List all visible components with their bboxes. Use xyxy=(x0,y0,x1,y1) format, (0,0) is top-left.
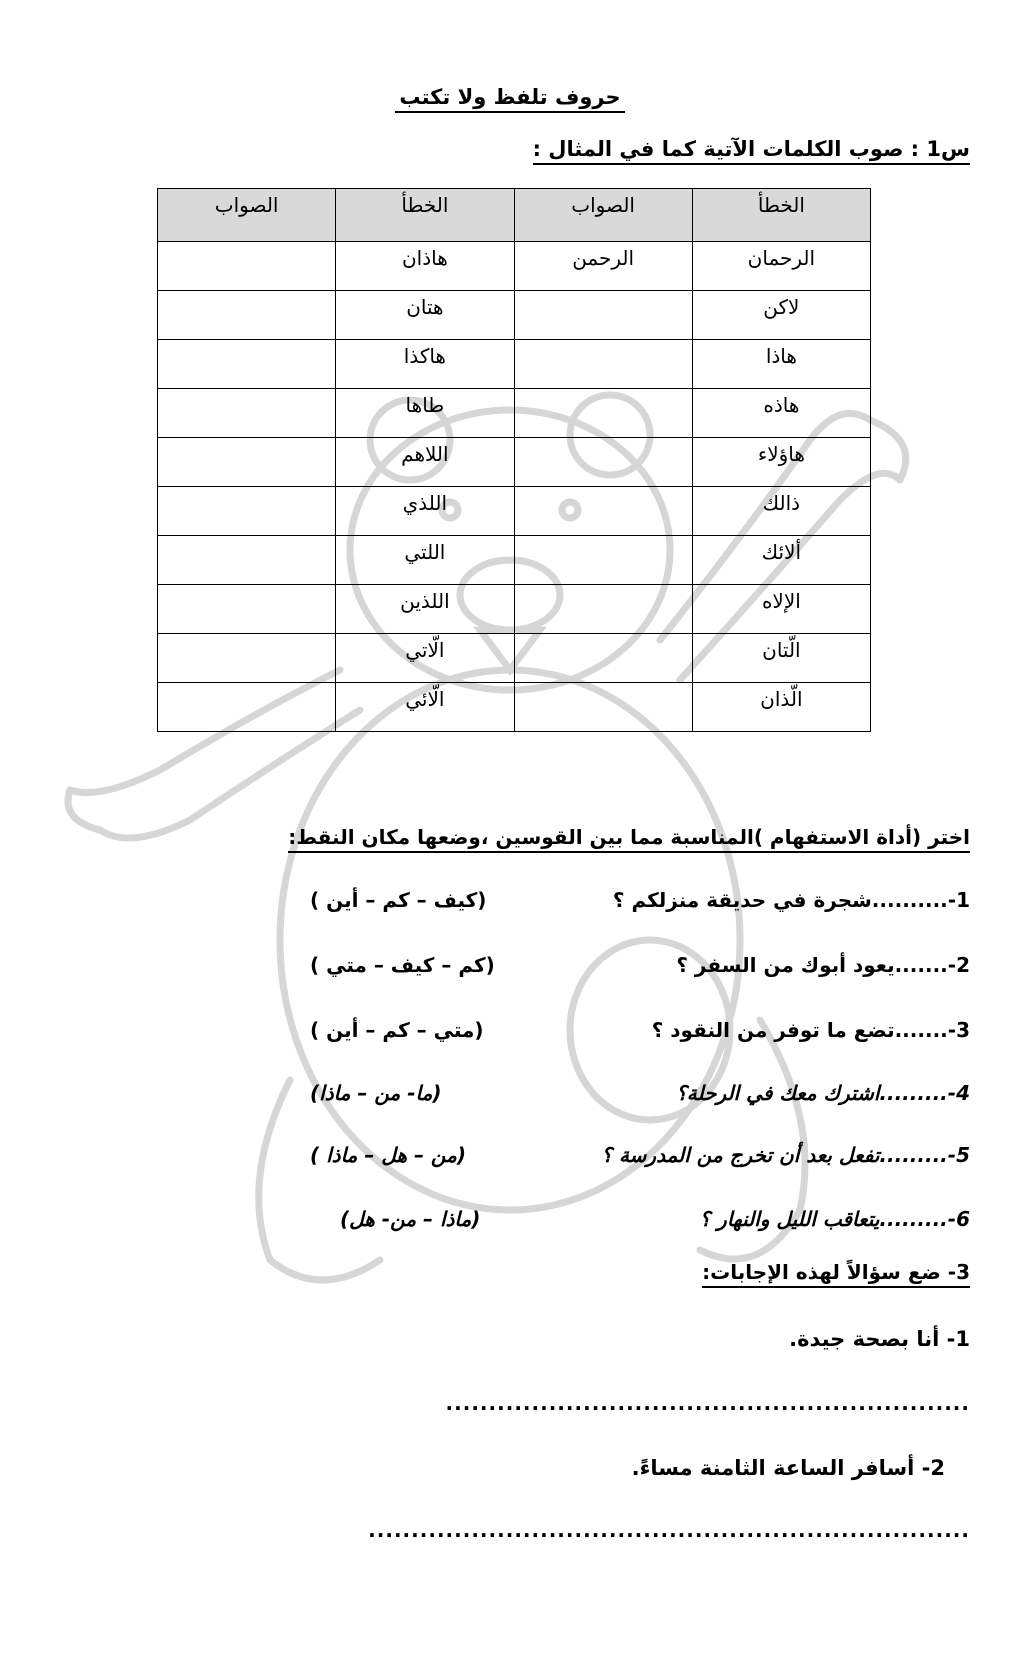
question-options: (كم – كيف – متي ) xyxy=(310,953,495,977)
wrong-word: الرحمان xyxy=(692,242,870,291)
answer-prompt: 2- أسافر الساعة الثامنة مساءً. xyxy=(631,1456,945,1480)
question-text: 3-.......تضع ما توفر من النقود ؟ xyxy=(651,1018,970,1042)
wrong-word: هاذه xyxy=(692,389,870,438)
wrong-word: اللذي xyxy=(336,487,514,536)
column-header: الخطأ xyxy=(692,189,870,242)
correction-table xyxy=(157,188,871,732)
question-options: (متي – كم – أين ) xyxy=(310,1018,484,1042)
correct-word-answer[interactable] xyxy=(514,340,692,389)
answer-line[interactable]: ............................................................. xyxy=(445,1391,970,1415)
correct-word-answer[interactable] xyxy=(514,389,692,438)
question-item[interactable] xyxy=(310,1207,970,1241)
question-text: 5-.........تفعل بعد أن تخرج من المدرسة ؟ xyxy=(601,1143,970,1167)
wrong-word: هاكذا xyxy=(336,340,514,389)
wrong-word: لاكن xyxy=(692,291,870,340)
wrong-word: هاذان xyxy=(336,242,514,291)
table-row xyxy=(158,340,871,389)
question-text: 6-.........يتعاقب الليل والنهار ؟ xyxy=(699,1207,970,1231)
question-3-heading: 3- ضع سؤالاً لهذه الإجابات: xyxy=(702,1260,970,1288)
wrong-word: الّائي xyxy=(336,683,514,732)
question-options: (ما- من – ماذا) xyxy=(310,1081,442,1105)
wrong-word: الإلاه xyxy=(692,585,870,634)
wrong-word: هتان xyxy=(336,291,514,340)
correct-word-answer[interactable]: الرحمن xyxy=(514,242,692,291)
correct-word-answer[interactable] xyxy=(158,536,336,585)
column-header: الصواب xyxy=(514,189,692,242)
correct-word-answer[interactable] xyxy=(158,340,336,389)
correct-word-answer[interactable] xyxy=(514,487,692,536)
table-row xyxy=(158,389,871,438)
wrong-word: هاذا xyxy=(692,340,870,389)
question-options: (كيف – كم – أين ) xyxy=(310,888,487,912)
question-item[interactable] xyxy=(310,1018,970,1052)
wrong-word: طاها xyxy=(336,389,514,438)
wrong-word: الّتان xyxy=(692,634,870,683)
wrong-word: ألائك xyxy=(692,536,870,585)
table-row xyxy=(158,291,871,340)
wrong-word: ذالك xyxy=(692,487,870,536)
table-header-row xyxy=(158,189,871,242)
question-2-heading: اختر (أداة الاستفهام )المناسبة مما بين القوسين ،وضعها مكان النقط: xyxy=(288,825,970,853)
correct-word-answer[interactable] xyxy=(158,389,336,438)
page-title: حروف تلفظ ولا تكتب xyxy=(0,85,1020,109)
table-row xyxy=(158,683,871,732)
wrong-word: الّذان xyxy=(692,683,870,732)
column-header: الخطأ xyxy=(336,189,514,242)
table-row xyxy=(158,242,871,291)
wrong-word: اللذين xyxy=(336,585,514,634)
question-text: 1-..........شجرة في حديقة منزلكم ؟ xyxy=(612,888,970,912)
question-options: (ماذا – من- هل) xyxy=(340,1207,481,1231)
correct-word-answer[interactable] xyxy=(158,291,336,340)
correct-word-answer[interactable] xyxy=(158,585,336,634)
correct-word-answer[interactable] xyxy=(158,634,336,683)
answer-prompt: 1- أنا بصحة جيدة. xyxy=(789,1327,970,1351)
wrong-word: هاؤلاء xyxy=(692,438,870,487)
column-header: الصواب xyxy=(158,189,336,242)
wrong-word: اللتي xyxy=(336,536,514,585)
correct-word-answer[interactable] xyxy=(158,438,336,487)
answer-line[interactable]: ...................................................................... xyxy=(368,1518,970,1542)
table-row xyxy=(158,536,871,585)
question-item[interactable] xyxy=(310,888,970,922)
question-item[interactable] xyxy=(310,953,970,987)
question-options: (من – هل – ماذا ) xyxy=(310,1143,466,1167)
correct-word-answer[interactable] xyxy=(514,291,692,340)
table-row xyxy=(158,438,871,487)
correct-word-answer[interactable] xyxy=(514,585,692,634)
correct-word-answer[interactable] xyxy=(514,683,692,732)
question-text: 4-.........اشترك معك في الرحلة؟ xyxy=(676,1081,970,1105)
table-row xyxy=(158,634,871,683)
question-1-heading: س1 : صوب الكلمات الآتية كما في المثال : xyxy=(533,137,970,165)
question-item[interactable] xyxy=(310,1081,970,1115)
table-row xyxy=(158,585,871,634)
correct-word-answer[interactable] xyxy=(514,634,692,683)
correct-word-answer[interactable] xyxy=(514,536,692,585)
wrong-word: الّاتي xyxy=(336,634,514,683)
wrong-word: اللاهم xyxy=(336,438,514,487)
correct-word-answer[interactable] xyxy=(158,683,336,732)
table-row xyxy=(158,487,871,536)
question-item[interactable] xyxy=(310,1143,970,1177)
correct-word-answer[interactable] xyxy=(158,487,336,536)
question-text: 2-.......يعود أبوك من السفر ؟ xyxy=(676,953,970,977)
correct-word-answer[interactable] xyxy=(514,438,692,487)
correct-word-answer[interactable] xyxy=(158,242,336,291)
